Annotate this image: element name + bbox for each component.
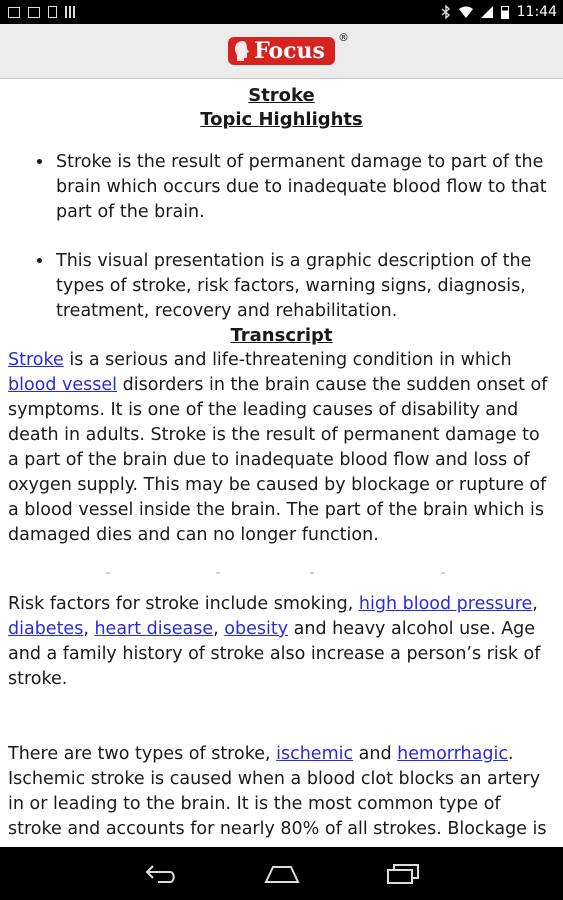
screenshot-icon <box>8 7 20 18</box>
navigation-bar <box>0 847 563 900</box>
recent-apps-icon <box>386 864 420 884</box>
paragraph-types <box>8 742 555 842</box>
sd-card-icon <box>48 6 57 18</box>
link-ischemic[interactable]: ischemic <box>276 744 354 764</box>
signal-icon <box>481 6 493 18</box>
paragraph-text: There are two types of stroke, <box>8 744 277 764</box>
battery-icon <box>501 6 509 19</box>
paragraph-text: and heavy alcohol use. Age and a family history of stroke also increase a person’s risk of stroke. <box>8 619 541 689</box>
paragraph-text: is a serious and life-threatening condition in which <box>63 350 512 370</box>
paragraph-intro <box>8 348 555 548</box>
home-button[interactable] <box>260 861 304 887</box>
link-blood-vessel[interactable]: blood vessel <box>8 375 118 395</box>
highlights-list <box>8 150 555 324</box>
link-stroke[interactable]: Stroke <box>8 350 64 370</box>
list-item: • Stroke is the result of permanent damage to part of the brain which occurs due to inadequate blood flow to that part of the brain. <box>54 150 555 225</box>
paragraph-text: . Ischemic stroke is caused when a blood clot blocks an artery in or leading to the brain. It is the most common type of stroke and accounts for nearly 80% of all strokes. Blockage is <box>8 744 547 839</box>
wifi-icon <box>459 6 473 18</box>
barcode-icon <box>65 6 75 18</box>
paragraph-text: disorders in the brain cause the sudden onset of symptoms. It is one of the leading causes of disability and death in adults. Stroke is the result of permanent damage to a part of the brain due to inadequate blood flow and loss of oxygen supply. This may be caused by blockage or rupture of a blood vessel inside the brain. The part of the brain which is damaged dies and can no longer function. <box>8 375 548 545</box>
home-icon <box>264 864 300 884</box>
registered-mark: ® <box>337 31 349 44</box>
link-heart-disease[interactable]: heart disease <box>94 619 214 639</box>
app-header <box>0 24 563 79</box>
status-bar <box>0 0 563 24</box>
back-arrow-icon <box>144 864 178 884</box>
link-high-blood-pressure[interactable]: high blood pressure <box>358 594 533 614</box>
transcript-heading: Transcript <box>230 325 333 346</box>
paragraph-text: Risk factors for stroke include smoking, <box>8 594 359 614</box>
system-icons <box>441 4 563 20</box>
paragraph-risk-factors <box>8 592 555 692</box>
article-content <box>8 84 555 842</box>
focus-logo <box>228 31 349 65</box>
link-diabetes[interactable]: diabetes <box>8 619 84 639</box>
clock: 11:44 <box>516 4 557 20</box>
mail-icon <box>28 7 40 18</box>
bluetooth-icon <box>441 5 451 19</box>
head-profile-icon <box>234 40 250 62</box>
link-hemorrhagic[interactable]: hemorrhagic <box>397 744 508 764</box>
paragraph-text: and <box>353 744 398 764</box>
article-title: Stroke <box>248 85 315 106</box>
link-obesity[interactable]: obesity <box>224 619 289 639</box>
logo-text: Focus <box>254 38 325 64</box>
list-item: • This visual presentation is a graphic description of the types of stroke, risk factors, warning signs, diagnosis, treatment, recovery and rehabilitation. <box>54 249 555 324</box>
paragraph-text: , <box>213 619 225 639</box>
notification-icons <box>0 6 75 18</box>
section-divider <box>8 572 555 578</box>
paragraph-text: , <box>532 594 538 614</box>
recent-apps-button[interactable] <box>381 861 425 887</box>
paragraph-text: , <box>83 619 95 639</box>
back-button[interactable] <box>139 861 183 887</box>
article-subtitle: Topic Highlights <box>200 109 363 130</box>
